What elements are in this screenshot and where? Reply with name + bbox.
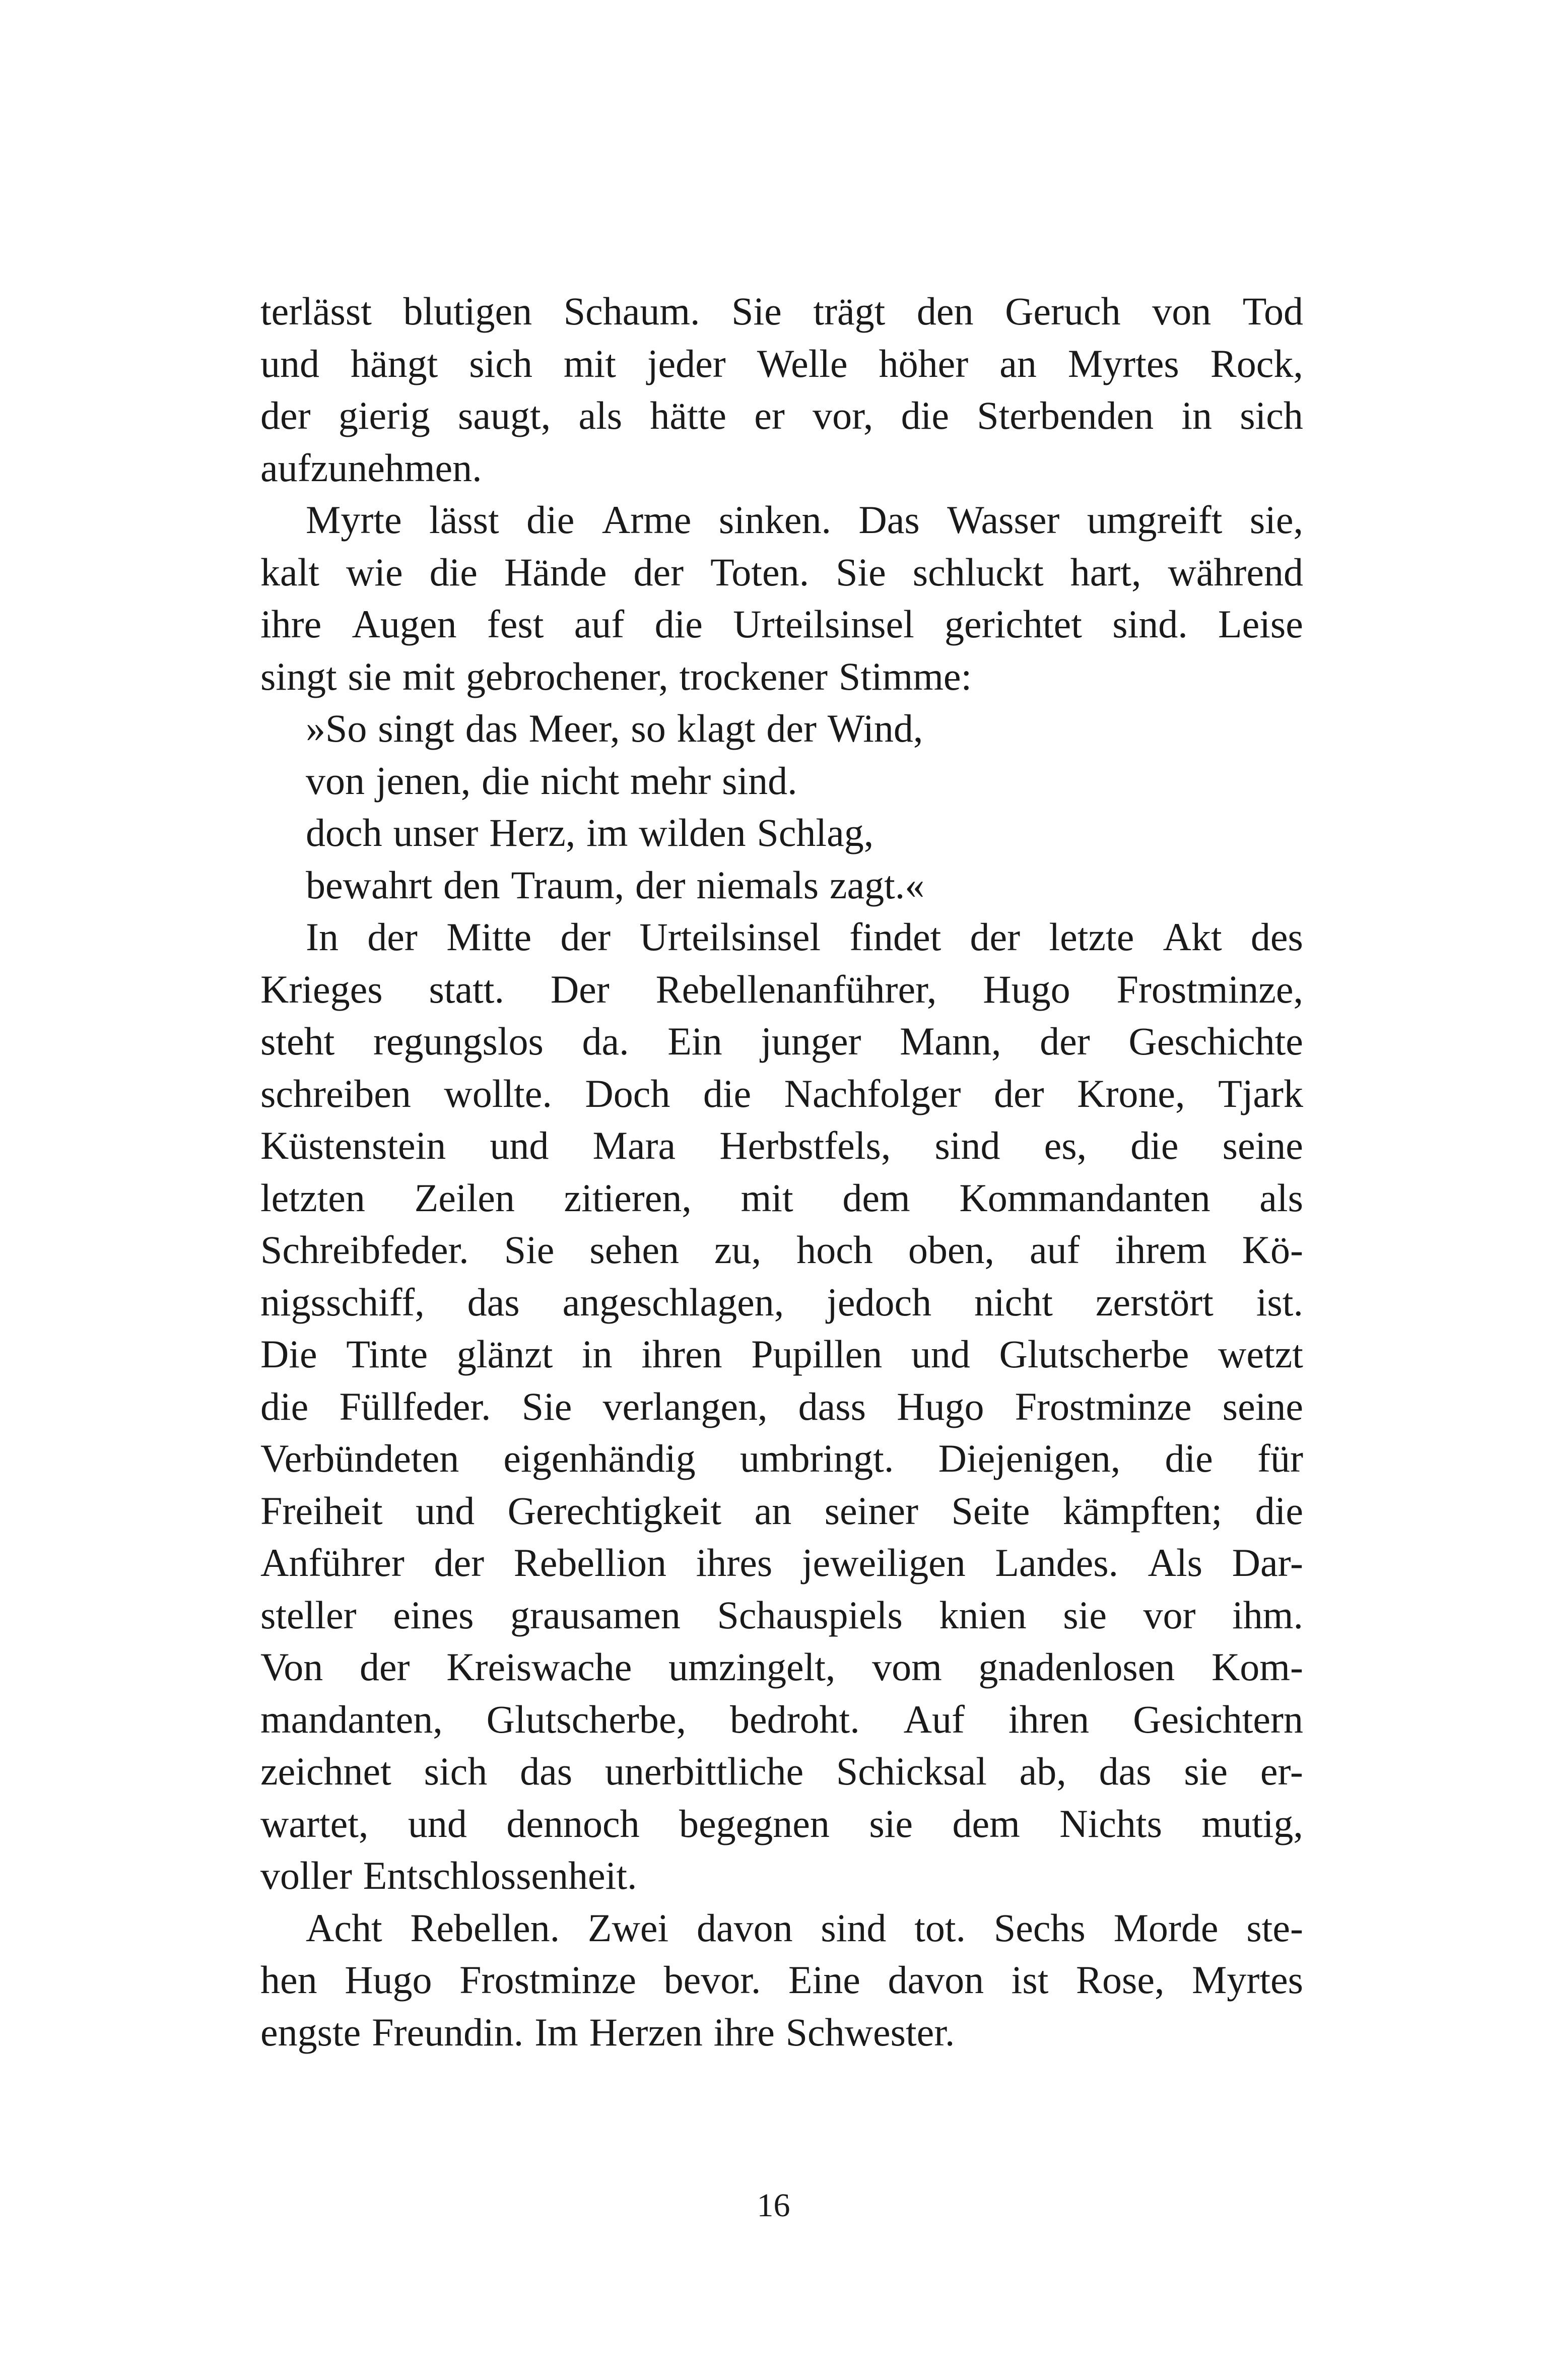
word: der	[560, 915, 611, 959]
word: nicht	[541, 758, 620, 803]
word: für	[1257, 1436, 1303, 1480]
word: der	[633, 550, 684, 594]
word: das	[1099, 1749, 1152, 1793]
word: ihre	[260, 602, 322, 646]
word: jenen,	[375, 758, 471, 803]
word: von	[1152, 289, 1212, 333]
word: terlässt	[260, 289, 372, 333]
word: doch	[306, 811, 382, 854]
word: Nachfolger	[784, 1071, 961, 1115]
word: des	[1250, 915, 1303, 959]
word: zeichnet	[260, 1749, 391, 1793]
word: hart,	[1070, 550, 1141, 594]
word: Frostminze,	[1116, 967, 1303, 1011]
word: die	[703, 1071, 752, 1115]
word: singt	[260, 654, 337, 698]
word: steller	[260, 1593, 357, 1637]
word: zagt.«	[829, 863, 925, 907]
word: davon	[888, 1958, 984, 2002]
word: bevor.	[663, 1958, 761, 2002]
word: der	[367, 915, 418, 959]
word: seine	[1222, 1123, 1303, 1167]
word: »So	[306, 706, 367, 750]
text-line	[260, 442, 1303, 494]
word: Urteilsinsel	[733, 602, 914, 646]
text-line	[260, 1328, 1303, 1380]
word: eigenhändig	[503, 1436, 696, 1480]
word: Schwester.	[785, 2010, 955, 2054]
word: Acht	[306, 1905, 382, 1950]
word: Leise	[1218, 602, 1303, 646]
word: Schaum.	[563, 289, 700, 333]
word: Kö-	[1242, 1228, 1303, 1272]
word: auf	[574, 602, 625, 646]
word: Hugo	[897, 1384, 984, 1428]
text-line	[260, 911, 1303, 963]
word: Kreiswache	[446, 1645, 632, 1689]
word: Rebellen.	[410, 1905, 560, 1950]
word: der	[260, 393, 311, 437]
word: in	[1181, 393, 1213, 437]
word: auf	[1030, 1228, 1080, 1272]
word: voller	[260, 1854, 352, 1897]
word: Welle	[757, 341, 848, 385]
word: sind.	[722, 758, 797, 803]
word: regungslos	[373, 1019, 544, 1063]
verse-line	[260, 807, 1303, 859]
word: kalt	[260, 550, 319, 594]
word: Rebellion	[513, 1541, 666, 1584]
word: ihren	[1008, 1697, 1090, 1741]
word: Akt	[1163, 915, 1222, 959]
paragraph	[260, 911, 1303, 1902]
word: Freundin.	[372, 2010, 524, 2054]
word: Kommandanten	[959, 1175, 1210, 1220]
word: niemals	[696, 863, 819, 907]
text-line	[260, 1015, 1303, 1068]
word: umzingelt,	[668, 1645, 836, 1689]
word: Herz,	[489, 811, 576, 854]
word: Geruch	[1005, 289, 1121, 333]
word: die	[901, 393, 949, 437]
word: ihren	[641, 1332, 722, 1376]
word: das	[467, 1280, 520, 1324]
word: während	[1168, 550, 1303, 594]
word: der	[1040, 1019, 1090, 1063]
word: der	[993, 1071, 1044, 1115]
book-page-body	[260, 285, 1303, 2058]
word: Diejenigen,	[938, 1436, 1121, 1480]
word: singt	[378, 706, 454, 750]
word: dennoch	[506, 1801, 640, 1845]
word: letzte	[1049, 915, 1134, 959]
word: ste-	[1246, 1905, 1303, 1950]
word: dem	[842, 1175, 910, 1220]
word: vor	[1143, 1593, 1196, 1637]
word: sinken.	[718, 498, 831, 542]
word: der	[635, 863, 686, 907]
word: die	[260, 1384, 309, 1428]
word: Ein	[667, 1019, 722, 1063]
word: Mann,	[900, 1019, 1001, 1063]
text-line	[260, 1849, 1303, 1902]
word: hängt	[350, 341, 438, 385]
word: hoch	[796, 1228, 873, 1272]
word: dem	[952, 1801, 1020, 1845]
word: als	[1259, 1175, 1303, 1220]
word: ihm.	[1232, 1593, 1303, 1637]
word: unser	[393, 811, 479, 854]
word: sie,	[1249, 498, 1303, 542]
word: Tinte	[346, 1332, 428, 1376]
word: hen	[260, 1958, 317, 2002]
word: an	[999, 341, 1037, 385]
word: Myrtes	[1067, 341, 1179, 385]
word: engste	[260, 2010, 361, 2054]
word: angeschlagen,	[562, 1280, 784, 1324]
word: klagt	[677, 706, 756, 750]
word: statt.	[429, 967, 504, 1011]
verse-line	[260, 702, 1303, 755]
text-line	[260, 1276, 1303, 1329]
word: Rebellenanführer,	[655, 967, 937, 1011]
word: Geschichte	[1128, 1019, 1303, 1063]
text-line	[260, 1641, 1303, 1693]
word: Landes.	[995, 1541, 1119, 1584]
word: Das	[858, 498, 920, 542]
word: Glutscherbe	[999, 1332, 1189, 1376]
word: ist.	[1256, 1280, 1303, 1324]
word: sich	[424, 1749, 488, 1793]
word: so	[631, 706, 666, 750]
word: Meer,	[528, 706, 620, 750]
word: sehen	[589, 1228, 679, 1272]
text-line	[260, 494, 1303, 546]
word: schreiben	[260, 1071, 411, 1115]
word: die	[1255, 1488, 1303, 1533]
word: das	[465, 706, 518, 750]
text-line	[260, 1380, 1303, 1433]
word: trägt	[813, 289, 886, 333]
text-line	[260, 650, 1303, 703]
word: Seite	[951, 1488, 1030, 1533]
paragraph	[260, 1902, 1303, 2059]
word: gierig	[338, 393, 430, 437]
word: wartet,	[260, 1801, 369, 1845]
word: gerichtet	[945, 602, 1082, 646]
word: Eine	[788, 1958, 860, 2002]
page-number: 16	[757, 2187, 790, 2224]
word: nigsschiff,	[260, 1280, 425, 1324]
word: gnadenlosen	[978, 1645, 1175, 1689]
word: Zeilen	[414, 1175, 515, 1220]
word: wilden	[639, 811, 746, 854]
word: der	[434, 1541, 485, 1584]
word: Gesichtern	[1133, 1697, 1303, 1741]
word: ihrem	[1115, 1228, 1207, 1272]
word: mandanten,	[260, 1697, 443, 1741]
word: davon	[696, 1905, 793, 1950]
word: Verbündeten	[260, 1436, 459, 1480]
word: gebrochener,	[465, 654, 668, 698]
word: vom	[872, 1645, 942, 1689]
word: Augen	[352, 602, 457, 646]
word: wetzt	[1218, 1332, 1303, 1376]
word: Auf	[903, 1697, 965, 1741]
word: Nichts	[1059, 1801, 1162, 1845]
word: Frostminze	[1015, 1384, 1192, 1428]
word: Herzen	[589, 2010, 703, 2054]
word: Toten.	[710, 550, 810, 594]
text-line	[260, 598, 1303, 650]
word: von	[306, 758, 365, 803]
paragraph	[260, 285, 1303, 494]
word: der	[970, 915, 1021, 959]
word: trockener	[679, 654, 828, 698]
word: kämpften;	[1062, 1488, 1223, 1533]
word: unerbittliche	[604, 1749, 804, 1793]
text-line	[260, 2006, 1303, 2059]
word: er	[754, 393, 785, 437]
word: der	[766, 706, 817, 750]
word: und	[911, 1332, 970, 1376]
word: Hugo	[345, 1958, 432, 2002]
word: die	[1130, 1123, 1179, 1167]
word: verlangen,	[602, 1384, 768, 1428]
word: und	[416, 1488, 475, 1533]
word: Füllfeder.	[339, 1384, 491, 1428]
word: Der	[550, 967, 610, 1011]
word: das	[520, 1749, 573, 1793]
word: der	[359, 1645, 410, 1689]
text-line	[260, 338, 1303, 390]
word: Myrtes	[1192, 1958, 1303, 2002]
word: Die	[260, 1332, 317, 1376]
word: Pupillen	[751, 1332, 883, 1376]
word: Entschlossenheit.	[363, 1854, 637, 1897]
word: oben,	[908, 1228, 994, 1272]
word: sich	[469, 341, 532, 385]
word: saugt,	[458, 393, 551, 437]
word: sind.	[1112, 602, 1188, 646]
word: Tjark	[1218, 1071, 1303, 1115]
word: glänzt	[456, 1332, 553, 1376]
word: Gerechtigkeit	[507, 1488, 722, 1533]
word: da.	[582, 1019, 629, 1063]
word: ab,	[1019, 1749, 1066, 1793]
word: Sie	[731, 289, 782, 333]
text-line	[260, 285, 1303, 338]
word: Küstenstein	[260, 1123, 446, 1167]
word: höher	[879, 341, 969, 385]
word: Wasser	[947, 498, 1060, 542]
word: lässt	[429, 498, 499, 542]
word: als	[578, 393, 623, 437]
word: Von	[260, 1645, 323, 1689]
verse-line	[260, 859, 1303, 911]
word: sind	[934, 1123, 1000, 1167]
word: mehr	[630, 758, 711, 803]
word: er-	[1260, 1749, 1303, 1793]
word: und	[260, 341, 319, 385]
word: sie	[1184, 1749, 1228, 1793]
word: Hände	[504, 550, 607, 594]
word: seine	[1222, 1384, 1303, 1428]
word: Kom-	[1211, 1645, 1303, 1689]
word: tot.	[914, 1905, 966, 1950]
text-line	[260, 1172, 1303, 1224]
text-line	[260, 1432, 1303, 1485]
word: Sechs	[993, 1905, 1086, 1950]
word: die	[482, 758, 530, 803]
word: fest	[487, 602, 544, 646]
word: Sie	[504, 1228, 555, 1272]
word: Doch	[585, 1071, 670, 1115]
word: zu,	[714, 1228, 762, 1272]
word: in	[582, 1332, 613, 1376]
word: umgreift	[1087, 498, 1223, 542]
word: die	[526, 498, 575, 542]
word: knien	[939, 1593, 1027, 1637]
text-line	[260, 1537, 1303, 1589]
word: bedroht.	[729, 1697, 860, 1741]
word: Krone,	[1077, 1071, 1185, 1115]
text-line	[260, 389, 1303, 442]
word: Als	[1148, 1541, 1203, 1584]
word: ist	[1011, 1958, 1049, 2002]
word: Zwei	[587, 1905, 669, 1950]
text-line	[260, 1798, 1303, 1850]
word: dass	[798, 1384, 866, 1428]
word: Urteilsinsel	[639, 915, 821, 959]
word: Herbstfels,	[719, 1123, 891, 1167]
word: Rose,	[1075, 1958, 1165, 2002]
text-line	[260, 1745, 1303, 1798]
word: Mara	[592, 1123, 676, 1167]
word: Schicksal	[836, 1749, 987, 1793]
word: an	[754, 1488, 792, 1533]
word: mit	[402, 654, 455, 698]
paragraph	[260, 494, 1303, 702]
word: die	[429, 550, 478, 594]
word: und	[408, 1801, 467, 1845]
word: blutigen	[403, 289, 532, 333]
word: schluckt	[912, 550, 1044, 594]
word: Frostminze	[459, 1958, 637, 2002]
word: Morde	[1113, 1905, 1219, 1950]
word: Mitte	[446, 915, 532, 959]
text-line	[260, 963, 1303, 1016]
word: ihres	[696, 1541, 773, 1584]
word: mit	[563, 341, 616, 385]
text-line	[260, 1485, 1303, 1537]
text-line	[260, 1119, 1303, 1172]
word: Myrte	[306, 498, 402, 542]
text-line	[260, 1068, 1303, 1120]
word: wollte.	[444, 1071, 552, 1115]
word: hätte	[650, 393, 726, 437]
word: den	[916, 289, 974, 333]
text-line	[260, 1954, 1303, 2006]
word: aufzunehmen.	[260, 445, 482, 490]
text-line	[260, 1224, 1303, 1276]
verse-line	[260, 755, 1303, 807]
word: Wind,	[827, 706, 923, 750]
word: sie	[348, 654, 392, 698]
word: In	[306, 915, 339, 959]
text-line	[260, 546, 1303, 599]
word: die	[654, 602, 703, 646]
word: sind	[821, 1905, 887, 1950]
word: Anführer	[260, 1541, 405, 1584]
word: eines	[393, 1593, 474, 1637]
word: mutig,	[1201, 1801, 1303, 1845]
word: die	[1165, 1436, 1213, 1480]
word: begegnen	[679, 1801, 830, 1845]
word: Tod	[1242, 289, 1303, 333]
word: junger	[761, 1019, 861, 1063]
word: es,	[1044, 1123, 1087, 1167]
word: den	[443, 863, 500, 907]
word: im	[586, 811, 628, 854]
text-line	[260, 1693, 1303, 1746]
word: zitieren,	[564, 1175, 692, 1220]
word: Glutscherbe,	[486, 1697, 687, 1741]
word: wie	[346, 550, 403, 594]
word: jeweiligen	[801, 1541, 966, 1584]
word: sich	[1240, 393, 1303, 437]
word: Arme	[601, 498, 692, 542]
word: steht	[260, 1019, 335, 1063]
word: und	[490, 1123, 549, 1167]
word: bewahrt	[306, 863, 433, 907]
word: Hugo	[983, 967, 1070, 1011]
word: Traum,	[511, 863, 625, 907]
word: sie	[869, 1801, 913, 1845]
word: ihre	[713, 2010, 775, 2054]
word: Rock,	[1210, 341, 1303, 385]
word: nicht	[974, 1280, 1053, 1324]
word: findet	[849, 915, 941, 959]
word: jeder	[647, 341, 726, 385]
word: vor,	[813, 393, 873, 437]
word: Im	[534, 2010, 578, 2054]
word: sie	[1063, 1593, 1107, 1637]
word: zerstört	[1095, 1280, 1214, 1324]
word: Krieges	[260, 967, 383, 1011]
word: umbringt.	[739, 1436, 894, 1480]
word: Dar-	[1232, 1541, 1303, 1584]
word: jedoch	[827, 1280, 932, 1324]
word: Stimme:	[838, 654, 972, 698]
word: Schlag,	[757, 811, 874, 854]
word: Schreibfeder.	[260, 1228, 469, 1272]
word: Sie	[836, 550, 886, 594]
word: letzten	[260, 1175, 365, 1220]
text-line	[260, 1902, 1303, 1954]
word: grausamen	[510, 1593, 681, 1637]
word: mit	[741, 1175, 793, 1220]
word: Schauspiels	[717, 1593, 903, 1637]
paragraph	[260, 702, 1303, 911]
word: Sie	[521, 1384, 572, 1428]
word: Freiheit	[260, 1488, 383, 1533]
word: Sterbenden	[977, 393, 1154, 437]
text-line	[260, 1589, 1303, 1641]
word: seiner	[824, 1488, 918, 1533]
